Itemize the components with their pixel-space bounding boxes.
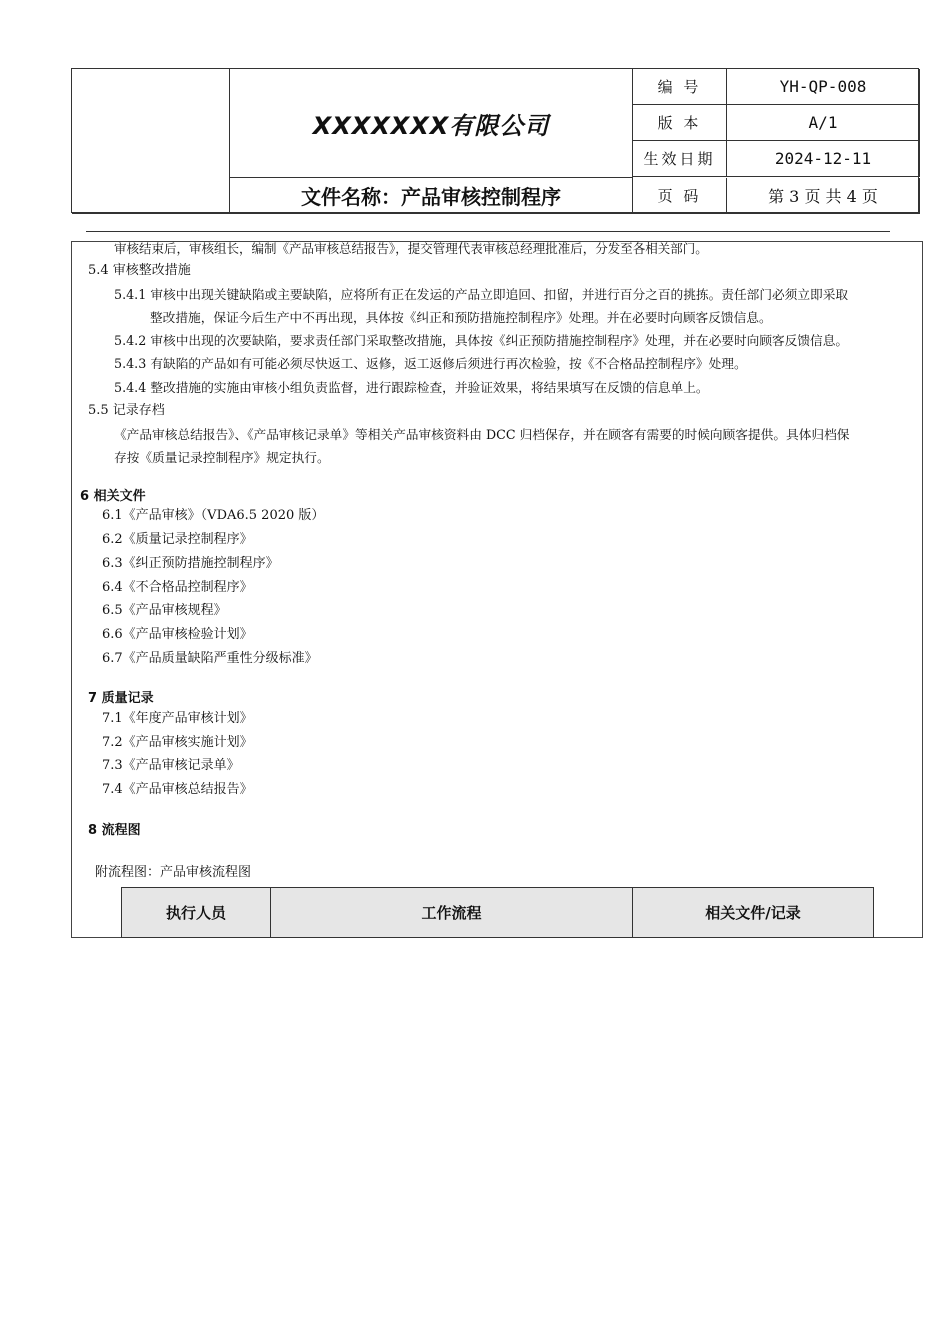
list-item: 6.7《产品质量缺陷严重性分级标准》: [102, 651, 318, 666]
value-doc-number: YH-QP-008: [727, 69, 920, 105]
item-5-4-1-line1: 5.4.1 审核中出现关键缺陷或主要缺陷，应将所有正在发运的产品立即追回、扣留，并进行百分之百的挑拣。责任部门必须立即采取: [114, 287, 849, 302]
list-item: 7.4《产品审核总结报告》: [102, 782, 253, 797]
section-5-5-title: 5.5 记录存档: [88, 403, 165, 418]
content-frame: [71, 241, 923, 938]
list-item: 6.5《产品审核规程》: [102, 603, 227, 618]
item-5-4-1-line2: 整改措施，保证今后生产中不再出现，具体按《纠正和预防措施控制程序》处理。并在必要时向顾客反馈信息。: [150, 310, 772, 325]
section-5-5-line2: 存按《质量记录控制程序》规定执行。: [114, 450, 330, 465]
list-item: 6.1《产品审核》（VDA6.5 2020 版）: [102, 508, 325, 523]
list-item: 6.4《不合格品控制程序》: [102, 580, 253, 595]
header-divider: [86, 231, 890, 232]
section-8-title: 8 流程图: [88, 823, 141, 838]
logo-area: [72, 69, 230, 214]
value-page: 第 3 页 共 4 页: [727, 178, 920, 214]
label-version: 版 本: [633, 105, 727, 141]
column-header-executor: 执行人员: [122, 888, 271, 937]
flowchart-table-header: [121, 887, 874, 938]
company-name: XXXXXXX有限公司: [230, 69, 633, 178]
section-6-title: 6 相关文件: [80, 489, 146, 504]
item-5-4-2: 5.4.2 审核中出现的次要缺陷，要求责任部门采取整改措施，具体按《纠正预防措施控制程序》处理，并在必要时向顾客反馈信息。: [114, 333, 849, 348]
list-item: 7.1《年度产品审核计划》: [102, 711, 253, 726]
document-title: 文件名称：产品审核控制程序: [230, 178, 633, 214]
column-header-workflow: 工作流程: [271, 888, 633, 937]
item-5-4-3: 5.4.3 有缺陷的产品如有可能必须尽快返工、返修，返工返修后须进行再次检验，按《不合格品控制程序》处理。: [114, 356, 747, 371]
item-5-4-4: 5.4.4 整改措施的实施由审核小组负责监督，进行跟踪检查，并验证效果，将结果填写在反馈的信息单上。: [114, 380, 709, 395]
label-effective-date: 生效日期: [633, 141, 727, 177]
section-5-5-line1: 《产品审核总结报告》、《产品审核记录单》等相关产品审核资料由 DCC 归档保存，并在顾客有需要的时候向顾客提供。具体归档保: [114, 427, 850, 442]
list-item: 6.3《纠正预防措施控制程序》: [102, 556, 279, 571]
list-item: 6.6《产品审核检验计划》: [102, 627, 253, 642]
label-doc-number: 编 号: [633, 69, 727, 105]
list-item: 7.3《产品审核记录单》: [102, 758, 240, 773]
list-item: 7.2《产品审核实施计划》: [102, 735, 253, 750]
list-item: 6.2《质量记录控制程序》: [102, 532, 253, 547]
section-5-4-title: 5.4 审核整改措施: [88, 263, 191, 278]
value-version: A/1: [727, 105, 920, 141]
section-7-title: 7 质量记录: [88, 691, 154, 706]
flowchart-caption: 附流程图：产品审核流程图: [95, 865, 252, 880]
value-effective-date: 2024-12-11: [727, 141, 920, 177]
intro-paragraph: 审核结束后，审核组长，编制《产品审核总结报告》，提交管理代表审核总经理批准后，分发至各相关部门。: [114, 241, 708, 256]
document-header: [71, 68, 919, 213]
label-page: 页 码: [633, 178, 727, 214]
column-header-documents: 相关文件/记录: [705, 904, 801, 922]
